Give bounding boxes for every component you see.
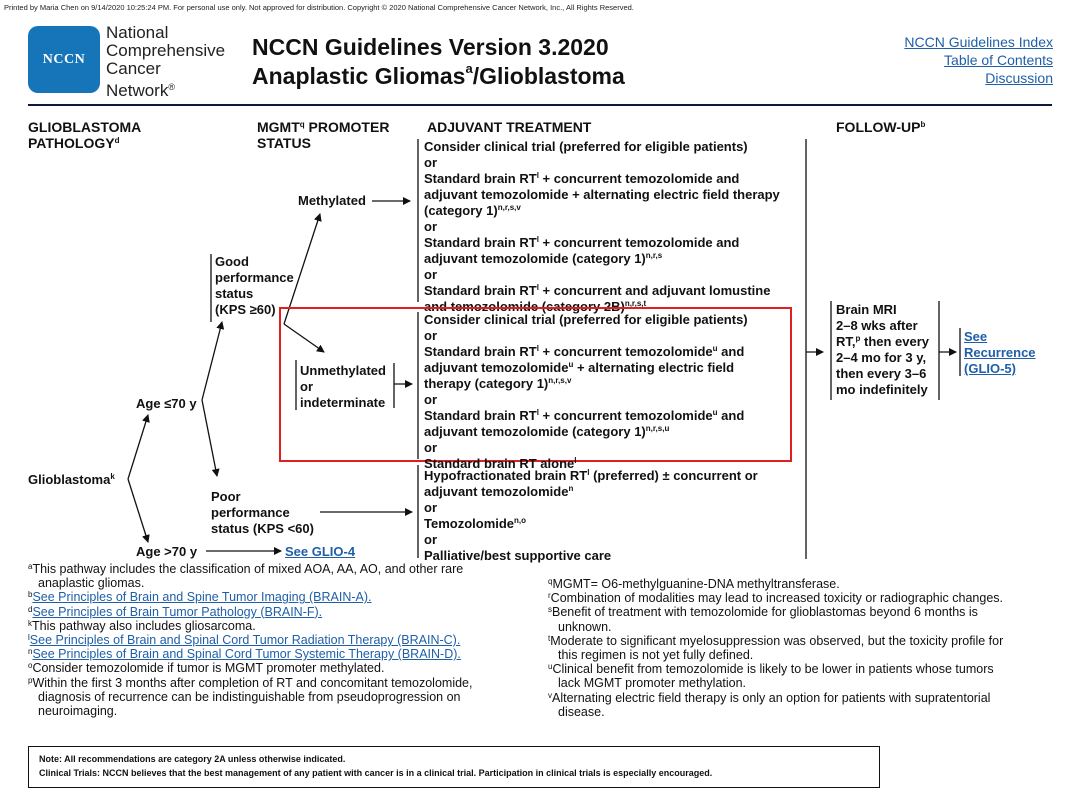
title-line-1: NCCN Guidelines Version 3.2020 bbox=[252, 34, 609, 60]
registered-mark: ® bbox=[168, 82, 175, 92]
or-label: or bbox=[424, 532, 437, 547]
footnote-marker: b bbox=[28, 590, 33, 600]
footnote-k bbox=[28, 619, 538, 633]
treatment-line bbox=[424, 251, 780, 267]
footnote-marker: n,r,s,v bbox=[497, 203, 521, 212]
footnote-text: Consider temozolomide if tumor is MGMT promoter methylated. bbox=[32, 661, 385, 676]
treatment-text: adjuvant temozolomide (category 1) bbox=[424, 424, 646, 439]
link-text[interactable]: Recurrence bbox=[964, 345, 1036, 360]
treatment-line bbox=[424, 283, 780, 299]
link-text[interactable]: See bbox=[964, 329, 988, 344]
link-text[interactable]: (GLIO-5) bbox=[964, 361, 1016, 376]
footnote-marker: t bbox=[548, 633, 551, 643]
treatment-line bbox=[424, 203, 780, 219]
col-head-text: GLIOBLASTOMA bbox=[28, 119, 142, 135]
footnote-continuation: diagnosis of recurrence can be indistinguishable from pseudoprogression on bbox=[38, 689, 461, 704]
footnote-text: This pathway includes the classification of mixed AOA, AA, AO, and other rare bbox=[32, 562, 464, 576]
treatment-text: (category 1) bbox=[424, 203, 498, 218]
treatment-text: and temozolomide (category 2B) bbox=[424, 299, 625, 314]
branch-arrow bbox=[128, 415, 148, 479]
footnote-marker: p bbox=[855, 334, 861, 343]
footnote-marker: r bbox=[548, 591, 551, 601]
followup-text bbox=[836, 302, 929, 398]
logo-line: Network bbox=[106, 81, 169, 100]
footnote-marker: u bbox=[712, 344, 718, 353]
node-poor-performance bbox=[211, 489, 314, 537]
guidelines-index-link[interactable]: NCCN Guidelines Index bbox=[904, 34, 1053, 50]
footnote-link[interactable]: See Principles of Brain and Spinal Cord Tumor Systemic Therapy (BRAIN-D). bbox=[32, 647, 461, 662]
treatment-line bbox=[424, 344, 748, 360]
footnote-r bbox=[548, 591, 1058, 605]
node-text: performance bbox=[211, 505, 290, 520]
followup-line: then every 3–6 bbox=[836, 366, 927, 381]
treatment-text: + concurrent temozolomide bbox=[538, 344, 713, 359]
node-text: status bbox=[215, 286, 254, 301]
footnote-marker: n,r,s,u bbox=[645, 424, 670, 433]
footnote-marker: a bbox=[465, 61, 473, 76]
footnote-n[interactable] bbox=[28, 647, 538, 661]
footnote-text: Benefit of treatment with temozolomide for glioblastomas beyond 6 months is bbox=[552, 605, 978, 620]
logo-abbr: NCCN bbox=[42, 51, 86, 67]
treatment-line bbox=[424, 360, 748, 376]
footnote-d[interactable] bbox=[28, 605, 538, 619]
footnote-marker: u bbox=[712, 408, 718, 417]
footnote-marker: q bbox=[299, 120, 305, 129]
footnote-marker: n bbox=[568, 484, 574, 493]
or-label: or bbox=[424, 392, 437, 407]
node-text: performance bbox=[215, 270, 294, 285]
treatment-line: Palliative/best supportive care bbox=[424, 548, 612, 563]
treatment-line bbox=[424, 516, 758, 532]
node-glioblastoma bbox=[28, 472, 115, 488]
treatment-line: Consider clinical trial (preferred for eligible patients) bbox=[424, 312, 748, 327]
or-label: or bbox=[424, 267, 437, 282]
title-text: /Glioblastoma bbox=[472, 63, 625, 89]
treatment-line bbox=[424, 424, 748, 440]
node-methylated: Methylated bbox=[298, 193, 366, 208]
treatment-text: Hypofractionated brain RT bbox=[424, 468, 588, 483]
node-text: status (KPS <60) bbox=[211, 521, 314, 536]
footnote-marker: l bbox=[587, 468, 590, 477]
treatment-text: + concurrent temozolomide bbox=[538, 408, 713, 423]
footnote-marker: l bbox=[574, 456, 577, 465]
treatment-text: adjuvant temozolomide (category 1) bbox=[424, 251, 646, 266]
treatment-unmethylated bbox=[424, 312, 748, 472]
logo-line: National bbox=[106, 23, 169, 42]
treatment-text: and bbox=[717, 344, 745, 359]
footnote-continuation: anaplastic gliomas. bbox=[38, 576, 145, 591]
col-head-text: FOLLOW-UP bbox=[836, 119, 921, 135]
treatment-line: adjuvant temozolomide + alternating electric field therapy bbox=[424, 187, 780, 202]
logo-line: Cancer bbox=[106, 59, 161, 78]
note-line: Clinical Trials: NCCN believes that the best management of any patient with cancer is in a clinical trial. Participation in clinical trials is especially encouraged. bbox=[39, 768, 713, 778]
footnote-text: Moderate to significant myelosuppression was observed, but the toxicity profile for bbox=[550, 633, 1004, 648]
footnote-marker: l bbox=[536, 171, 539, 180]
footnote-continuation: unknown. bbox=[558, 619, 612, 634]
col-head-text: MGMT bbox=[257, 119, 300, 135]
or-label: or bbox=[424, 500, 437, 515]
title-text: Anaplastic Gliomas bbox=[252, 63, 466, 89]
col-head-adjuvant: ADJUVANT TREATMENT bbox=[427, 119, 592, 135]
branch-arrow bbox=[128, 479, 148, 542]
printed-notice: Printed by Maria Chen on 9/14/2020 10:25:24 PM. For personal use only. Not approved for distribution. Copyright © 2020 National Comprehensive Cancer Network, Inc., All Rights Reserved. bbox=[4, 3, 634, 12]
or-label: or bbox=[424, 219, 437, 234]
node-text: (KPS ≥60) bbox=[215, 302, 276, 317]
footnote-marker: n,r,s bbox=[645, 251, 663, 260]
treatment-text: + concurrent temozolomide and bbox=[538, 171, 740, 186]
col-head-text: PROMOTER bbox=[304, 119, 390, 135]
discussion-link[interactable]: Discussion bbox=[985, 70, 1053, 86]
footnote-marker: n bbox=[28, 647, 33, 657]
footnote-marker: k bbox=[110, 472, 115, 481]
footnote-link[interactable]: See Principles of Brain and Spine Tumor Imaging (BRAIN-A). bbox=[32, 590, 372, 605]
see-glio4-link[interactable]: See GLIO-4 bbox=[285, 544, 356, 559]
node-age-le70: Age ≤70 y bbox=[136, 396, 197, 411]
treatment-line bbox=[424, 468, 758, 484]
footnote-marker: p bbox=[28, 675, 33, 685]
footnote-marker: d bbox=[28, 604, 33, 614]
footnote-link[interactable]: See Principles of Brain and Spinal Cord Tumor Radiation Therapy (BRAIN-C). bbox=[29, 633, 461, 648]
treatment-line bbox=[424, 235, 780, 251]
footnote-text: Alternating electric field therapy is only an option for patients with supratentorial bbox=[552, 690, 991, 705]
or-label: or bbox=[424, 328, 437, 343]
node-text: indeterminate bbox=[300, 395, 386, 410]
footnote-marker: s bbox=[548, 605, 552, 615]
footnote-marker: l bbox=[536, 344, 539, 353]
note-line: Note: All recommendations are category 2A unless otherwise indicated. bbox=[39, 754, 346, 764]
treatment-text: Temozolomide bbox=[424, 516, 515, 531]
treatment-text: Standard brain RT bbox=[424, 171, 537, 186]
node-text: Good bbox=[215, 254, 249, 269]
footnote-u bbox=[548, 662, 1058, 676]
footnote-marker: l bbox=[536, 235, 539, 244]
treatment-text: Standard brain RT bbox=[424, 408, 537, 423]
treatment-line bbox=[424, 484, 758, 500]
node-text: Unmethylated bbox=[300, 363, 386, 378]
treatment-text: Standard brain RT bbox=[424, 344, 537, 359]
footnote-continuation: this regimen is not yet fully defined. bbox=[558, 648, 754, 663]
treatment-line bbox=[424, 408, 748, 424]
followup-line: 2–4 mo for 3 y, bbox=[836, 350, 927, 365]
footnotes-right bbox=[548, 577, 1058, 719]
footnote-marker: n,r,s,v bbox=[548, 376, 572, 385]
footnote-marker: v bbox=[548, 690, 552, 700]
followup-line: 2–8 wks after bbox=[836, 318, 918, 333]
footnote-continuation: lack MGMT promoter methylation. bbox=[558, 676, 747, 691]
node-text: or bbox=[300, 379, 313, 394]
node-text: Glioblastoma bbox=[28, 472, 111, 487]
treatment-text: adjuvant temozolomide bbox=[424, 484, 569, 499]
footnote-marker: u bbox=[568, 360, 574, 369]
footnote-marker: l bbox=[536, 283, 539, 292]
footnote-marker: a bbox=[28, 562, 33, 571]
followup-line bbox=[836, 334, 929, 350]
footnote-marker: k bbox=[28, 618, 32, 628]
node-text: Poor bbox=[211, 489, 241, 504]
node-age-gt70: Age >70 y bbox=[136, 544, 198, 559]
footnote-text: This pathway also includes gliosarcoma. bbox=[32, 618, 256, 633]
footnote-b[interactable] bbox=[28, 590, 538, 604]
footnote-continuation: disease. bbox=[558, 704, 605, 719]
treatment-text: therapy (category 1) bbox=[424, 376, 549, 391]
footnote-marker: n,o bbox=[514, 516, 527, 525]
footnote-a bbox=[28, 562, 538, 576]
footnote-link[interactable]: See Principles of Brain Tumor Pathology (BRAIN-F). bbox=[32, 604, 323, 619]
col-head-text: PATHOLOGY bbox=[28, 135, 115, 151]
footnote-l[interactable] bbox=[28, 633, 538, 647]
footnote-text: Clinical benefit from temozolomide is likely to be lower in patients whose tumors bbox=[552, 662, 994, 677]
footnote-marker: o bbox=[28, 661, 33, 671]
footnote-o bbox=[28, 661, 538, 675]
footnote-marker: d bbox=[114, 136, 120, 145]
treatment-text: and bbox=[717, 408, 745, 423]
followup-text-part: RT, bbox=[836, 334, 856, 349]
or-label: or bbox=[424, 155, 437, 170]
footnote-p bbox=[28, 676, 538, 690]
footnote-marker: u bbox=[548, 662, 553, 672]
treatment-text: Standard brain RT bbox=[424, 235, 537, 250]
treatment-line: Consider clinical trial (preferred for eligible patients) bbox=[424, 139, 748, 154]
treatment-text: + concurrent and adjuvant lomustine bbox=[538, 283, 771, 298]
or-label: or bbox=[424, 440, 437, 455]
footnote-v bbox=[548, 691, 1058, 705]
note-box bbox=[28, 746, 880, 788]
footnote-t bbox=[548, 634, 1058, 648]
treatment-text: (preferred) ± concurrent or bbox=[589, 468, 758, 483]
footnote-marker: l bbox=[28, 633, 30, 643]
table-of-contents-link[interactable]: Table of Contents bbox=[944, 52, 1053, 68]
col-head-text: STATUS bbox=[257, 135, 311, 151]
footnote-marker: b bbox=[920, 120, 926, 129]
treatment-text: Standard brain RT alone bbox=[424, 456, 575, 471]
logo-line: Comprehensive bbox=[106, 41, 226, 60]
footnote-text: Within the first 3 months after completion of RT and concomitant temozolomide, bbox=[32, 675, 473, 690]
footnotes-left bbox=[28, 562, 538, 718]
treatment-text: + concurrent temozolomide and bbox=[538, 235, 740, 250]
footnote-text: MGMT= O6-methylguanine-DNA methyltransferase. bbox=[552, 577, 840, 591]
footnote-marker: n,r,s,t bbox=[624, 299, 647, 308]
followup-text-part: then every bbox=[860, 334, 930, 349]
treatment-line bbox=[424, 376, 748, 392]
footnote-marker: q bbox=[548, 577, 553, 586]
treatment-text: Standard brain RT bbox=[424, 283, 537, 298]
footnote-q bbox=[548, 577, 1058, 591]
footnote-marker: l bbox=[536, 408, 539, 417]
treatment-text: adjuvant temozolomide bbox=[424, 360, 569, 375]
treatment-line bbox=[424, 171, 780, 187]
treatment-methylated bbox=[424, 139, 780, 315]
followup-line: mo indefinitely bbox=[836, 382, 928, 397]
followup-line: Brain MRI bbox=[836, 302, 897, 317]
see-recurrence-link[interactable] bbox=[964, 329, 1036, 377]
branch-arrow bbox=[202, 400, 217, 476]
footnote-continuation: neuroimaging. bbox=[38, 704, 118, 719]
treatment-poor bbox=[424, 468, 758, 564]
footnote-text: Combination of modalities may lead to increased toxicity or radiographic changes. bbox=[550, 591, 1003, 606]
footnote-s bbox=[548, 605, 1058, 619]
treatment-text: + alternating electric field bbox=[573, 360, 735, 375]
branch-arrow bbox=[202, 322, 222, 400]
